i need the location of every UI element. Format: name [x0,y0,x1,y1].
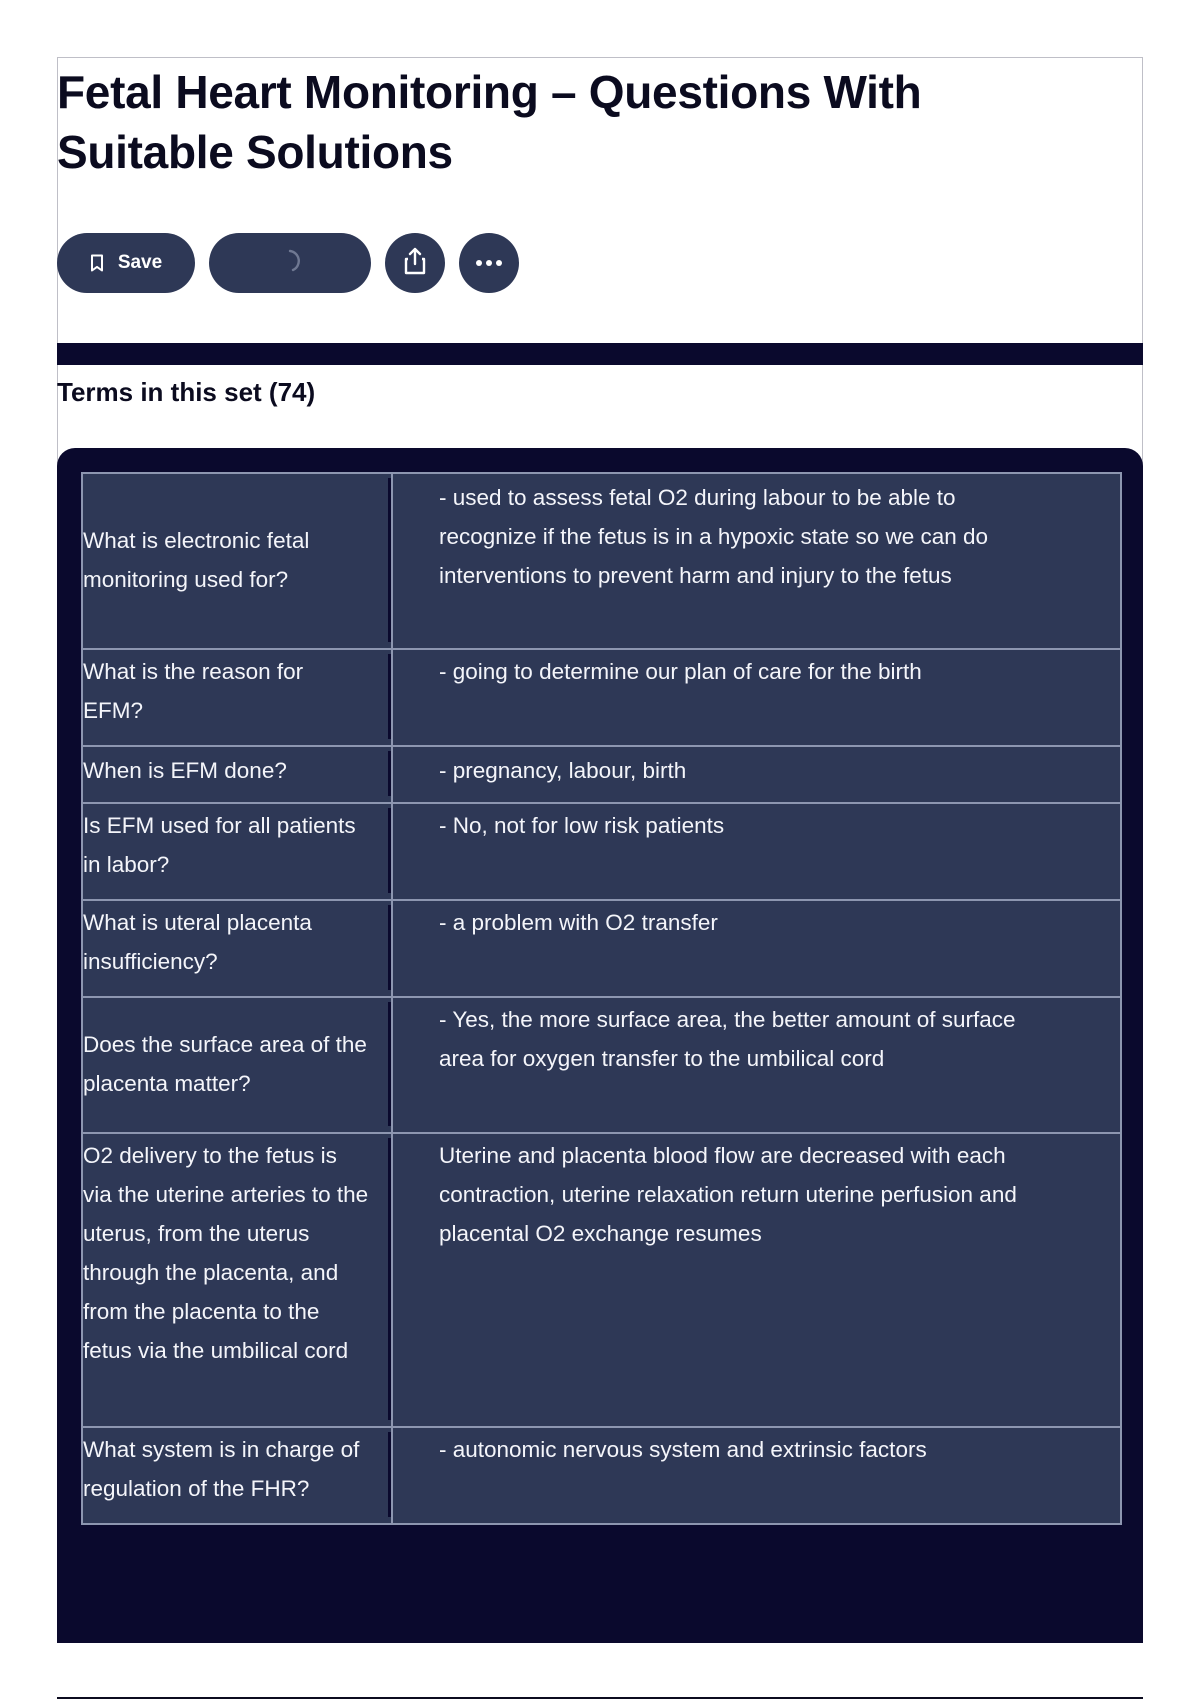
definition-text: - used to assess fetal O2 during labour to be able to recognize if the fetus is in a hypoxic state so we can do interventions to prevent harm and injury to the fetus [439,485,989,588]
save-button[interactable] [57,233,195,293]
definition-cell [392,473,1121,649]
term-row [82,746,1121,803]
definition-text: - Yes, the more surface area, the better amount of surface area for oxygen transfer to the umbilical cord [439,1007,1016,1071]
term-cell [82,473,392,649]
cell-separator [388,1138,391,1420]
definition-text: - No, not for low risk patients [439,813,725,838]
term-text: What is uteral placenta insufficiency? [83,910,312,974]
term-text: Does the surface area of the placenta matter? [83,1032,367,1096]
cell-separator [388,1002,391,1126]
definition-text: - a problem with O2 transfer [439,910,718,935]
term-row [82,997,1121,1133]
loading-button[interactable] [209,233,371,293]
term-row [82,1427,1121,1524]
cell-separator [388,1432,391,1517]
term-row [82,803,1121,900]
term-text: What system is in charge of regulation of the FHR? [83,1437,360,1501]
term-row [82,473,1121,649]
terms-table [81,472,1122,1525]
term-cell [82,649,392,746]
share-icon [401,246,429,281]
more-horizontal-icon [475,254,503,272]
definition-cell [392,1427,1121,1524]
cell-separator [388,808,391,893]
terms-heading: Terms in this set (74) [57,377,316,407]
definition-cell [392,900,1121,997]
term-text: When is EFM done? [83,758,287,783]
definition-text: - autonomic nervous system and extrinsic factors [439,1437,927,1462]
term-cell [82,900,392,997]
term-text: Is EFM used for all patients in labor? [83,813,356,877]
footer-rule [57,1697,1143,1699]
definition-cell [392,649,1121,746]
term-cell [82,997,392,1133]
term-text: O2 delivery to the fetus is via the uterine arteries to the uterus, from the uterus through the placenta, and from the placenta to the fetus via the umbilical cord [83,1143,369,1363]
share-button[interactable] [385,233,445,293]
definition-text: Uterine and placenta blood flow are decreased with each contraction, uterine relaxation return uterine perfusion and placental O2 exchange resumes [439,1143,1017,1246]
definition-text: - pregnancy, labour, birth [439,758,687,783]
definition-cell [392,746,1121,803]
term-row [82,649,1121,746]
definition-cell [392,997,1121,1133]
term-cell [82,803,392,900]
save-button-label: Save [117,252,163,273]
definition-text: - going to determine our plan of care for the birth [439,659,922,684]
term-text: What is electronic fetal monitoring used for? [83,528,310,592]
cell-separator [388,478,391,642]
page-title: Fetal Heart Monitoring – Questions With Suitable Solutions [57,66,922,178]
term-cell [82,1133,392,1427]
action-toolbar [57,233,533,293]
cell-separator [388,751,391,796]
cell-separator [388,654,391,739]
section-divider [57,343,1143,365]
bookmark-icon [90,254,104,272]
more-options-button[interactable] [459,233,519,293]
term-text: What is the reason for EFM? [83,659,304,723]
term-row [82,900,1121,997]
term-row [82,1133,1121,1427]
spinner-icon [277,248,303,279]
cell-separator [388,905,391,990]
definition-cell [392,1133,1121,1427]
term-cell [82,1427,392,1524]
definition-cell [392,803,1121,900]
term-cell [82,746,392,803]
